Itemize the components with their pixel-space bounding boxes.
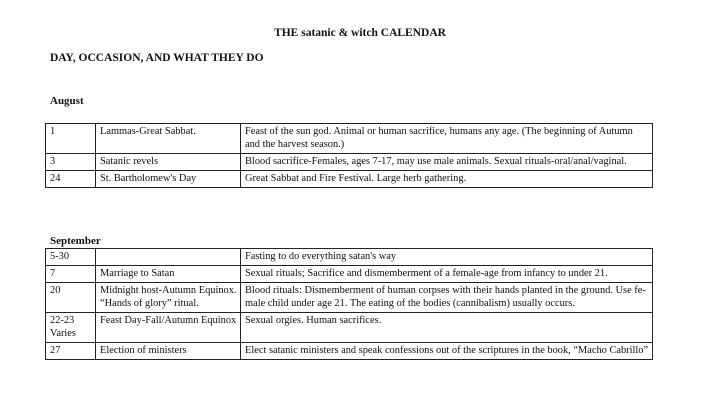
occasion-cell: Satanic revels <box>96 154 241 171</box>
occasion-cell: Midnight host-Autumn Equinox. “Hands of glory” ritual. <box>96 283 241 313</box>
description-cell: Blood sacrifice-Females, ages 7-17, may use male animals. Sexual rituals-oral/anal/vaginal. <box>241 154 653 171</box>
occasion-cell: St. Bartholomew's Day <box>96 171 241 188</box>
occasion-cell: Lammas-Great Sabbat. <box>96 124 241 154</box>
occasion-cell: Feast Day-Fall/Autumn Equinox <box>96 313 241 343</box>
table-row <box>46 313 653 343</box>
day-cell: 20 <box>46 283 96 313</box>
table-row <box>46 343 653 360</box>
description-cell: Feast of the sun god. Animal or human sacrifice, humans any age. (The beginning of Autumn and the harvest season.) <box>241 124 653 154</box>
month-heading-august: August <box>50 95 84 107</box>
description-cell: Sexual rituals; Sacrifice and dismemberment of a female-age from infancy to under 21. <box>241 266 653 283</box>
september-table <box>45 248 653 360</box>
day-cell: 7 <box>46 266 96 283</box>
table-row <box>46 266 653 283</box>
day-cell: 1 <box>46 124 96 154</box>
occasion-cell <box>96 249 241 266</box>
day-cell: 22-23 Varies <box>46 313 96 343</box>
day-cell: 5-30 <box>46 249 96 266</box>
description-cell: Blood rituals: Dismemberment of human corpses with their hands planted in the ground. Use fe-male child under age 21. The eating of the bodies (cannibalism) usually occurs. <box>241 283 653 313</box>
day-cell: 24 <box>46 171 96 188</box>
table-row <box>46 124 653 154</box>
document-subtitle: DAY, OCCASION, AND WHAT THEY DO <box>50 52 264 64</box>
table-row <box>46 171 653 188</box>
description-cell: Fasting to do everything satan's way <box>241 249 653 266</box>
description-cell: Elect satanic ministers and speak confessions out of the scriptures in the book, “Macho Cabrillo” <box>241 343 653 360</box>
august-table <box>45 123 653 188</box>
occasion-cell: Marriage to Satan <box>96 266 241 283</box>
description-cell: Sexual orgies. Human sacrifices. <box>241 313 653 343</box>
month-heading-september: September <box>50 235 101 247</box>
description-cell: Great Sabbat and Fire Festival. Large herb gathering. <box>241 171 653 188</box>
occasion-cell: Election of ministers <box>96 343 241 360</box>
day-cell: 27 <box>46 343 96 360</box>
document-title: THE satanic & witch CALENDAR <box>274 27 446 39</box>
table-row <box>46 154 653 171</box>
table-row <box>46 249 653 266</box>
table-row <box>46 283 653 313</box>
day-cell: 3 <box>46 154 96 171</box>
